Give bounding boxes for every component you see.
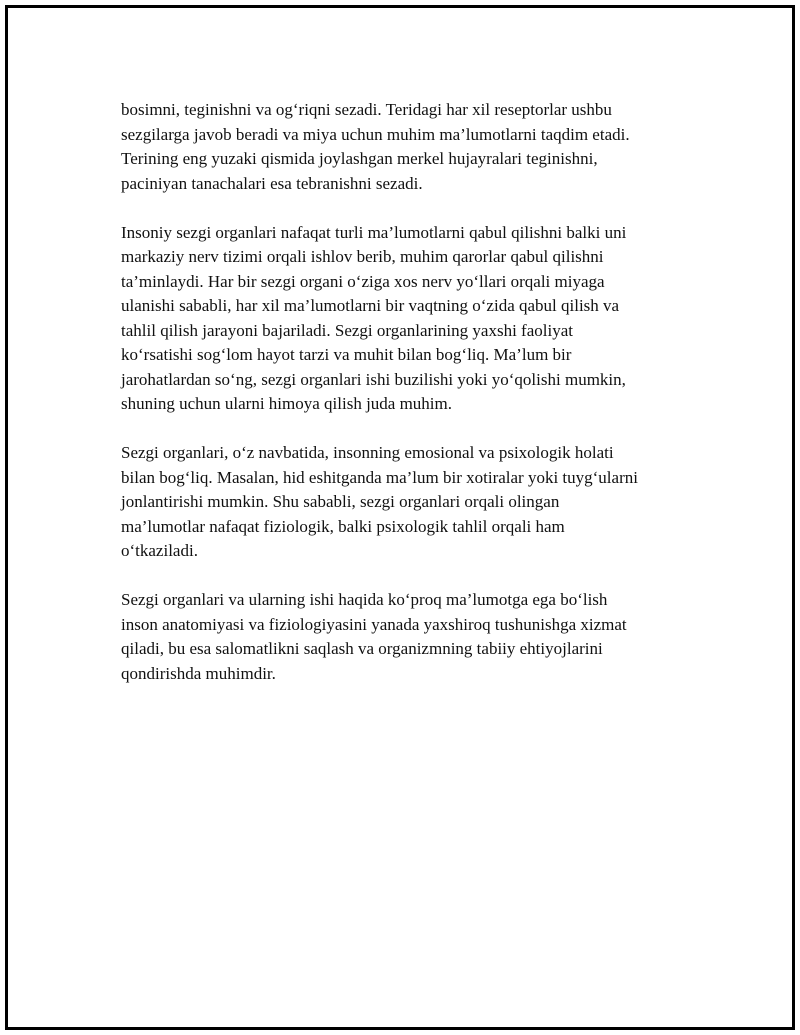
paragraph-4 — [121, 588, 701, 686]
text-line: ta’minlaydi. Har bir sezgi organi o‘ziga xos nerv yo‘llari orqali miyaga — [121, 271, 605, 291]
text-line: sezgilarga javob beradi va miya uchun muhim ma’lumotlarni taqdim etadi. — [121, 124, 630, 144]
text-line: o‘tkaziladi. — [121, 541, 198, 560]
text-line: Sezgi organlari va ularning ishi haqida ko‘proq ma’lumotga ega bo‘lish — [121, 590, 608, 609]
text-line: markaziy nerv tizimi orqali ishlov berib, muhim qarorlar qabul qilishni — [121, 247, 604, 266]
text-line: qondirishda muhimdir. — [121, 663, 276, 683]
text-line: ma’lumotlar nafaqat fiziologik, balki psixologik tahlil orqali ham — [121, 516, 565, 536]
text-line: Sezgi organlari, o‘z navbatida, insonning emosional va psixologik holati — [121, 443, 614, 462]
text-line: ulanishi sababli, har xil ma’lumotlarni bir vaqtning o‘zida qabul qilish va — [121, 296, 620, 315]
text-line: paciniyan tanachalari esa tebranishni sezadi. — [121, 173, 423, 193]
text-line: Terining eng yuzaki qismida joylashgan merkel hujayralari teginishni, — [121, 149, 598, 168]
paragraph-3 — [121, 441, 701, 564]
text-line: bilan bog‘liq. Masalan, hid eshitganda ma’lum bir xotiralar yoki tuyg‘ularni — [121, 467, 638, 487]
text-line: tahlil qilish jarayoni bajariladi. Sezgi organlarining yaxshi faoliyat — [121, 320, 573, 340]
paragraph-1 — [121, 98, 701, 196]
text-line: bosimni, teginishni va og‘riqni sezadi. Teridagi har xil reseptorlar ushbu — [121, 100, 612, 119]
document-body — [121, 98, 701, 711]
paragraph-2 — [121, 221, 701, 417]
text-line: ko‘rsatishi sog‘lom hayot tarzi va muhit bilan bog‘liq. Ma’lum bir — [121, 345, 572, 364]
text-line: shuning uchun ularni himoya qilish juda muhim. — [121, 394, 453, 413]
text-line: Insoniy sezgi organlari nafaqat turli ma’lumotlarni qabul qilishni balki uni — [121, 222, 627, 242]
text-line: jonlantirishi mumkin. Shu sababli, sezgi organlari orqali olingan — [121, 492, 560, 511]
text-line: qiladi, bu esa salomatlikni saqlash va organizmning tabiiy ehtiyojlarini — [121, 639, 603, 658]
text-line: inson anatomiyasi va fiziologiyasini yanada yaxshiroq tushunishga xizmat — [121, 614, 627, 634]
text-line: jarohatlardan so‘ng, sezgi organlari ishi buzilishi yoki yo‘qolishi mumkin, — [121, 369, 626, 389]
page-frame — [5, 5, 795, 1030]
